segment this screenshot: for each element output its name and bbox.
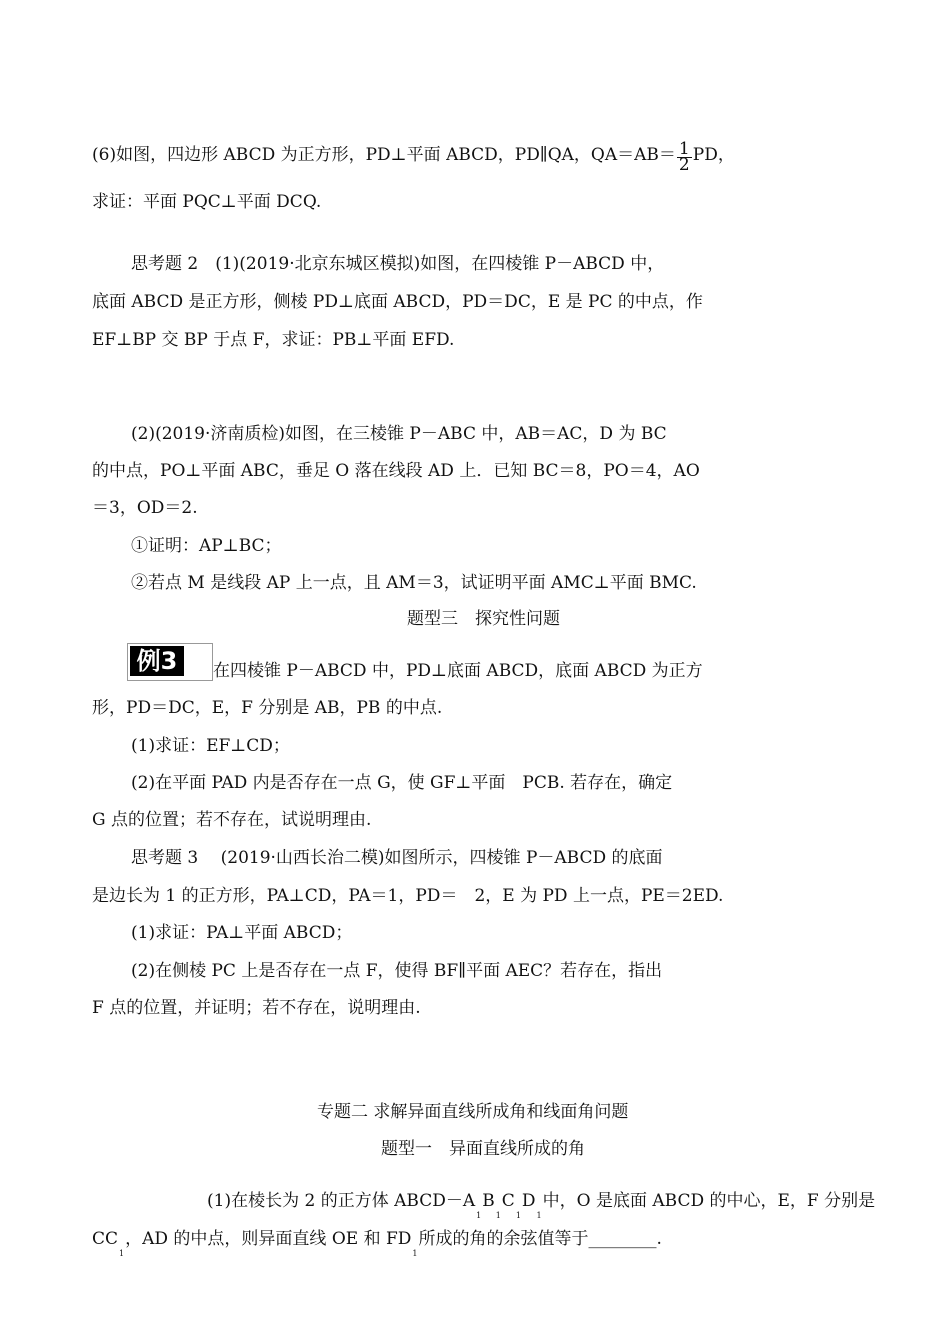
think2-p1-line-3: EF⊥BP 交 BP 于点 F，求证：PB⊥平面 EFD. <box>92 330 455 350</box>
q6-line-2: 求证：平面 PQC⊥平面 DCQ. <box>92 192 322 212</box>
cube-line-2-middle: ，AD 的中点，则异面直线 OE 和 FD <box>125 1229 412 1249</box>
cube-line-2-start: CC <box>92 1229 119 1249</box>
subscript-1: 1 <box>412 1249 418 1258</box>
example-3-badge-label: 例3 <box>130 646 184 676</box>
one-half-fraction <box>677 139 692 175</box>
q6-line-1-end: PD， <box>692 145 735 165</box>
cube-line-2-end: 所成的角的余弦值等于________. <box>418 1229 662 1249</box>
think2-p2-line-1: (2)(2019·济南质检)如图，在三棱锥 P－ABC 中，AB＝AC，D 为 BC <box>131 424 667 444</box>
subscript-1: 1 <box>119 1249 125 1258</box>
think3-line-5: F 点的位置，并证明；若不存在，说明理由. <box>92 998 421 1018</box>
think3-line-4: (2)在侧棱 PC 上是否存在一点 F，使得 BF∥平面 AEC？若存在，指出 <box>131 961 663 981</box>
cube-line-1-end: 中，O 是底面 ABCD 的中心，E，F 分别是 <box>542 1191 876 1211</box>
cube-line-1 <box>207 1189 876 1220</box>
think2-p1-line-2: 底面 ABCD 是正方形，侧棱 PD⊥底面 ABCD，PD＝DC，E 是 PC 的中点，作 <box>92 292 703 312</box>
think2-p2-line-3: ＝3，OD＝2. <box>92 498 198 518</box>
example3-line-2: 形，PD＝DC，E，F 分别是 AB，PB 的中点. <box>92 698 443 718</box>
think2-p1-line-1: 思考题 2 (1)(2019·北京东城区模拟)如图，在四棱锥 P－ABCD 中， <box>131 254 665 274</box>
think3-line-2: 是边长为 1 的正方形，PA⊥CD，PA＝1，PD＝ 2，E 为 PD 上一点，PE＝2ED. <box>92 886 724 906</box>
example3-line-5: G 点的位置；若不存在，试说明理由. <box>92 810 372 830</box>
cube-line-1-start: (1)在棱长为 2 的正方体 ABCD－A <box>207 1191 476 1211</box>
q6-line-1-text: (6)如图，四边形 ABCD 为正方形，PD⊥平面 ABCD，PD∥QA，QA＝AB＝ <box>92 145 676 165</box>
cube-letter-d: D <box>521 1191 536 1211</box>
think3-line-3: (1)求证：PA⊥平面 ABCD； <box>131 923 353 943</box>
subscript-1: 1 <box>476 1211 482 1220</box>
subscript-1: 1 <box>515 1211 521 1220</box>
subscript-1: 1 <box>536 1211 542 1220</box>
cube-line-2 <box>92 1227 662 1258</box>
fraction-numerator: 1 <box>678 139 690 159</box>
example-3-badge <box>127 643 213 681</box>
topic2-heading: 专题二 求解异面直线所成角和线面角问题 <box>317 1102 629 1122</box>
subscript-1: 1 <box>495 1211 501 1220</box>
type1-heading: 题型一 异面直线所成的角 <box>381 1139 585 1159</box>
cube-letter-b: B <box>482 1191 495 1211</box>
think2-p2-line-4: ①证明：AP⊥BC； <box>131 536 282 556</box>
cube-letter-c: C <box>501 1191 515 1211</box>
type3-heading: 题型三 探究性问题 <box>407 609 560 629</box>
example3-line-1: 在四棱锥 P－ABCD 中，PD⊥底面 ABCD，底面 ABCD 为正方 <box>213 661 703 681</box>
think3-line-1: 思考题 3 (2019·山西长治二模)如图所示，四棱锥 P－ABCD 的底面 <box>131 848 663 868</box>
example3-line-4: (2)在平面 PAD 内是否存在一点 G，使 GF⊥平面 PCB. 若存在，确定 <box>131 773 673 793</box>
think2-p2-line-2: 的中点，PO⊥平面 ABC，垂足 O 落在线段 AD 上．已知 BC＝8，PO＝4，AO <box>92 461 700 481</box>
think2-p2-line-5: ②若点 M 是线段 AP 上一点，且 AM＝3，试证明平面 AMC⊥平面 BMC. <box>131 573 697 593</box>
fraction-denominator: 2 <box>678 155 690 175</box>
q6-line-1 <box>92 139 735 175</box>
example3-line-3: (1)求证：EF⊥CD； <box>131 736 290 756</box>
